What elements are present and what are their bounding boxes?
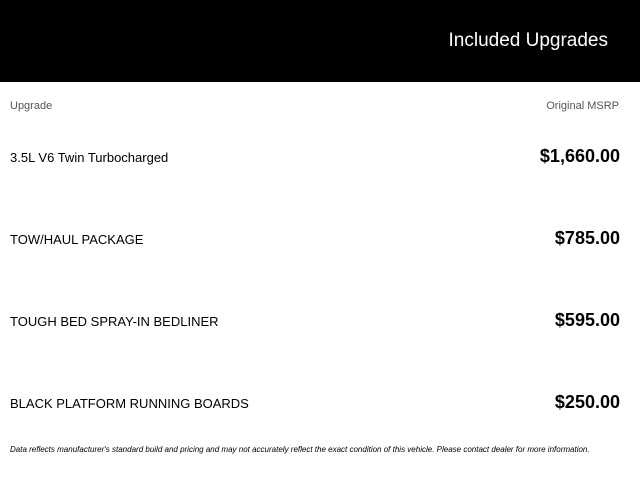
header-bar bbox=[0, 0, 640, 82]
upgrade-row bbox=[0, 391, 640, 415]
upgrade-row bbox=[0, 145, 640, 169]
upgrade-name: TOUGH BED SPRAY-IN BEDLINER bbox=[10, 314, 219, 329]
column-header-msrp: Original MSRP bbox=[546, 100, 619, 112]
page-title: Included Upgrades bbox=[448, 30, 608, 51]
upgrade-name: 3.5L V6 Twin Turbocharged bbox=[10, 150, 169, 165]
upgrade-price: $1,660.00 bbox=[539, 146, 620, 166]
upgrade-price: $785.00 bbox=[554, 228, 620, 248]
upgrade-name: BLACK PLATFORM RUNNING BOARDS bbox=[10, 396, 249, 411]
upgrade-row bbox=[0, 309, 640, 333]
disclaimer-text: Data reflects manufacturer's standard build and pricing and may not accurately reflect the exact condition of this vehicle. Please contact dealer for more information. bbox=[10, 445, 590, 454]
upgrade-row bbox=[0, 227, 640, 251]
upgrade-name: TOW/HAUL PACKAGE bbox=[10, 232, 144, 247]
upgrade-price: $595.00 bbox=[554, 310, 620, 330]
column-header-upgrade: Upgrade bbox=[10, 100, 53, 112]
upgrade-price: $250.00 bbox=[554, 392, 620, 412]
